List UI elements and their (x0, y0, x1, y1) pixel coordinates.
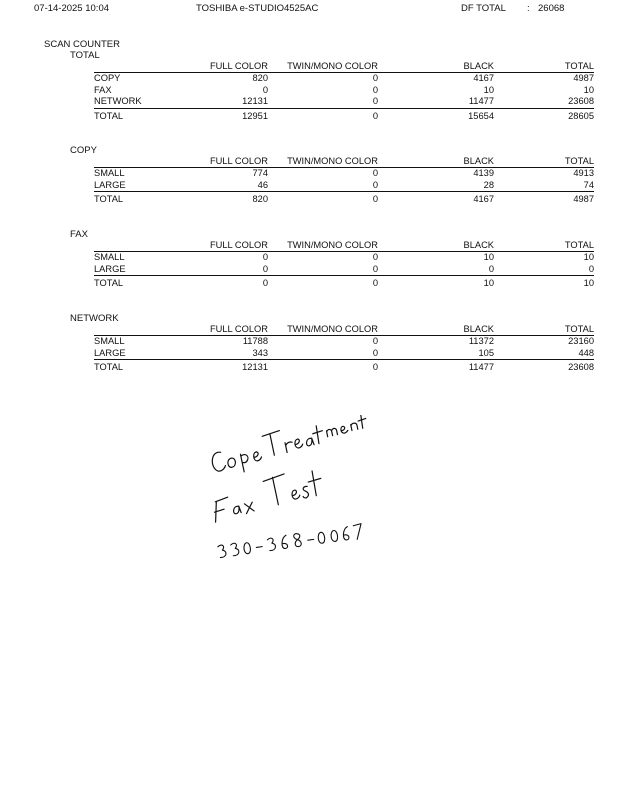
black-value: 0 (378, 264, 494, 276)
header-spacer (94, 323, 206, 336)
total-value: 10 (583, 252, 594, 262)
black-value: 105 (378, 348, 494, 360)
df-total-value: 26068 (538, 3, 565, 14)
row-label: LARGE (94, 264, 206, 276)
black-value: 11372 (468, 336, 494, 346)
counter-table-total (94, 60, 594, 123)
row-label: TOTAL (94, 278, 124, 289)
total-value: 28605 (568, 110, 594, 121)
black-value: 28 (378, 180, 494, 192)
full-color-header: FULL COLOR (206, 239, 268, 252)
twin-mono-value: 0 (268, 348, 378, 360)
full-color-value: 12131 (206, 96, 268, 108)
black-value: 10 (483, 252, 494, 262)
twin-mono-value: 0 (372, 362, 378, 373)
counter-table-copy (94, 155, 594, 206)
black-value: 10 (483, 278, 494, 289)
twin-mono-value: 0 (372, 252, 378, 262)
twin-mono-value: 0 (372, 110, 378, 121)
full-color-value: 820 (252, 73, 268, 83)
row-label: TOTAL (94, 110, 124, 121)
handwriting-line-2 (209, 467, 325, 523)
row-label: SMALL (94, 252, 125, 262)
table-row-small (94, 336, 594, 348)
scan-counter-title: SCAN COUNTER (44, 39, 121, 50)
table-row-large (94, 348, 594, 360)
row-label: LARGE (94, 348, 206, 360)
black-value: 4139 (473, 168, 494, 178)
row-label: COPY (94, 73, 121, 83)
twin-mono-value: 0 (268, 264, 378, 276)
full-color-value: 0 (262, 278, 268, 289)
table-row-total (94, 192, 594, 207)
full-color-header: FULL COLOR (206, 60, 268, 73)
section-title-total: TOTAL (70, 50, 100, 61)
total-value: 4987 (573, 194, 594, 205)
full-color-header: FULL COLOR (206, 323, 268, 336)
handwriting-line-1 (209, 415, 372, 478)
row-label: TOTAL (94, 362, 124, 373)
black-header: BLACK (378, 323, 494, 336)
handwriting-line-3 (217, 524, 363, 559)
total-value: 4987 (573, 73, 594, 83)
black-header: BLACK (378, 239, 494, 252)
total-value: 74 (494, 180, 594, 192)
total-header: TOTAL (494, 60, 594, 73)
row-label: FAX (94, 84, 112, 95)
total-value: 23608 (494, 96, 594, 108)
twin-mono-header: TWIN/MONO COLOR (268, 323, 378, 336)
full-color-header: FULL COLOR (206, 155, 268, 168)
twin-mono-value: 0 (372, 73, 378, 83)
twin-mono-value: 0 (372, 84, 378, 95)
full-color-value: 774 (252, 168, 268, 178)
full-color-value: 820 (252, 194, 268, 205)
total-header: TOTAL (494, 239, 594, 252)
total-value: 4913 (573, 168, 594, 178)
twin-mono-value: 0 (268, 180, 378, 192)
black-value: 4167 (473, 194, 494, 205)
table-row-fax (94, 85, 594, 97)
full-color-value: 0 (206, 264, 268, 276)
section-title-fax: FAX (70, 229, 88, 240)
black-value: 10 (483, 84, 494, 95)
black-value: 11477 (378, 96, 494, 108)
full-color-value: 0 (262, 84, 268, 95)
table-row-small (94, 168, 594, 180)
table-row-small (94, 252, 594, 264)
total-value: 10 (583, 84, 594, 95)
counter-table-fax (94, 239, 594, 290)
table-row-large (94, 180, 594, 192)
section-title-copy: COPY (70, 145, 97, 156)
row-label: TOTAL (94, 194, 124, 205)
total-value: 23608 (568, 362, 594, 373)
twin-mono-header: TWIN/MONO COLOR (268, 60, 378, 73)
df-total-separator: : (527, 3, 530, 14)
full-color-value: 46 (206, 180, 268, 192)
black-value: 11477 (468, 362, 494, 373)
row-label: SMALL (94, 168, 125, 178)
twin-mono-value: 0 (372, 278, 378, 289)
header-spacer (94, 155, 206, 168)
twin-mono-header: TWIN/MONO COLOR (268, 155, 378, 168)
total-header: TOTAL (494, 155, 594, 168)
header-spacer (94, 60, 206, 73)
row-label: SMALL (94, 336, 125, 346)
twin-mono-value: 0 (372, 194, 378, 205)
column-header-row (94, 323, 594, 336)
full-color-value: 0 (262, 252, 268, 262)
total-value: 10 (583, 278, 594, 289)
total-value: 23160 (568, 336, 594, 346)
header-spacer (94, 239, 206, 252)
table-row-large (94, 264, 594, 276)
table-row-total (94, 276, 594, 291)
total-header: TOTAL (494, 323, 594, 336)
device-model: TOSHIBA e-STUDIO4525AC (196, 3, 319, 14)
full-color-value: 12131 (242, 362, 268, 373)
handwritten-note (205, 415, 405, 565)
full-color-value: 343 (206, 348, 268, 360)
twin-mono-value: 0 (268, 96, 378, 108)
row-label: NETWORK (94, 96, 206, 108)
table-row-network (94, 96, 594, 108)
column-header-row (94, 60, 594, 73)
column-header-row (94, 239, 594, 252)
full-color-value: 12951 (242, 110, 268, 121)
full-color-value: 11788 (242, 336, 268, 346)
column-header-row (94, 155, 594, 168)
black-header: BLACK (378, 60, 494, 73)
report-date-time: 07-14-2025 10:04 (34, 3, 110, 14)
counter-table-network (94, 323, 594, 374)
total-value: 0 (494, 264, 594, 276)
total-value: 448 (494, 348, 594, 360)
section-title-network: NETWORK (70, 313, 119, 324)
black-value: 4167 (473, 73, 494, 83)
row-label: LARGE (94, 180, 206, 192)
black-header: BLACK (378, 155, 494, 168)
table-row-total (94, 108, 594, 123)
twin-mono-header: TWIN/MONO COLOR (268, 239, 378, 252)
table-row-total (94, 360, 594, 375)
twin-mono-value: 0 (372, 168, 378, 178)
black-value: 15654 (468, 110, 494, 121)
twin-mono-value: 0 (372, 336, 378, 346)
table-row-copy (94, 73, 594, 85)
df-total-label: DF TOTAL (461, 3, 506, 14)
